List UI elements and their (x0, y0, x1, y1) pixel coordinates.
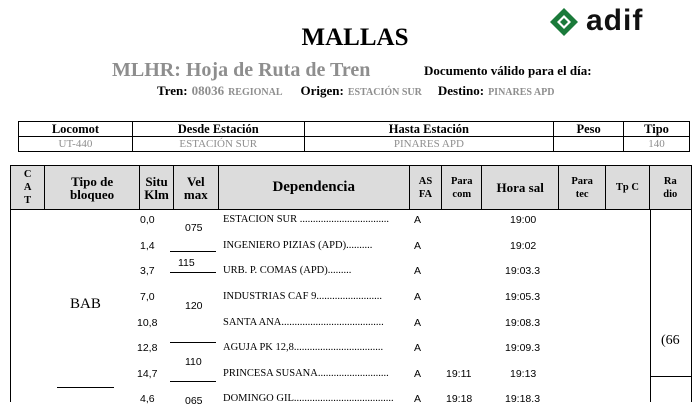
origen-label: Origen: (300, 83, 344, 98)
speed-value: 075 (185, 222, 203, 234)
speed-divider (170, 342, 216, 343)
row-hora-sal: 19:13 (510, 368, 537, 380)
col-vel: Vel max (174, 166, 218, 210)
row-km: 0,0 (140, 214, 155, 226)
destino-label: Destino: (437, 83, 485, 98)
tren-label: Tren: (157, 83, 188, 98)
summary-value-tipo: 140 (624, 137, 690, 152)
col-tipo-bloqueo: Tipo de bloqueo (45, 166, 140, 210)
train-info-line (157, 82, 554, 100)
speed-value: 120 (185, 300, 203, 312)
speed-value: 110 (185, 356, 202, 368)
row-dependencia: URB. P. COMAS (APD)......... (223, 265, 352, 276)
col-dependencia: Dependencia (218, 166, 409, 210)
row-hora-sal: 19:02 (510, 240, 537, 252)
row-km: 10,8 (137, 317, 158, 329)
col-cat: C A T (11, 166, 45, 210)
summary-value-row (19, 137, 690, 152)
row-asfa: A (414, 291, 422, 303)
row-asfa: A (414, 317, 422, 329)
summary-header-desde: Desde Estación (132, 122, 304, 137)
col-situ: Situ Klm (139, 166, 173, 210)
row-para-com: 19:11 (446, 368, 472, 380)
summary-value-locomot: UT-440 (19, 137, 133, 152)
row-km: 1,4 (140, 240, 155, 252)
route-table-header (10, 165, 692, 210)
col-hora-sal: Hora sal (482, 166, 559, 210)
destino-value: PINARES APD (488, 87, 555, 98)
tren-type: REGIONAL (228, 87, 283, 98)
page-title: MALLAS (301, 24, 409, 51)
radio-cell-divider (650, 376, 692, 377)
validity-label: Documento válido para el día: (424, 63, 592, 78)
block-type: BAB (70, 296, 101, 312)
row-dependencia: INDUSTRIAS CAF 9......................... (223, 291, 382, 302)
col-asfa: AS FA (409, 166, 441, 210)
radio-value: (66 (661, 333, 680, 348)
row-km: 12,8 (137, 342, 158, 354)
speed-value: 115 (178, 257, 195, 269)
col-para-tec: Para tec (558, 166, 605, 210)
speed-divider (170, 272, 216, 273)
body-border-right (691, 210, 692, 402)
block-type-divider (57, 387, 114, 388)
speed-divider (170, 251, 216, 252)
summary-value-peso (554, 137, 624, 152)
summary-header-hasta: Hasta Estación (304, 122, 554, 137)
col-radio: Ra dio (649, 166, 691, 210)
row-para-com: 19:18 (446, 393, 473, 405)
row-dependencia: DOMINGO GIL...................................... (223, 393, 394, 404)
row-km: 7,0 (140, 291, 155, 303)
row-asfa: A (414, 240, 422, 252)
row-dependencia: INGENIERO PIZIAS (APD).......... (223, 240, 373, 251)
row-asfa: A (414, 368, 422, 380)
summary-header-row (19, 122, 690, 137)
row-asfa: A (414, 265, 422, 277)
row-hora-sal: 19:05.3 (505, 291, 541, 303)
col-para-com: Para com (442, 166, 482, 210)
body-border-left (10, 210, 11, 402)
summary-header-locomot: Locomot (19, 122, 133, 137)
row-asfa: A (414, 342, 422, 354)
speed-divider (170, 381, 216, 382)
summary-value-hasta: PINARES APD (304, 137, 554, 152)
row-dependencia: SANTA ANA....................................... (223, 317, 384, 328)
col-tpc: Tp C (606, 166, 649, 210)
row-hora-sal: 19:03.3 (505, 265, 541, 277)
row-asfa: A (414, 393, 422, 405)
summary-value-desde: ESTACIÓN SUR (132, 137, 304, 152)
row-asfa: A (414, 214, 422, 226)
origen-value: ESTACIÓN SUR (347, 87, 422, 98)
row-dependencia: ESTACIÓN SUR .................................. (223, 214, 390, 225)
row-km: 4,6 (140, 393, 155, 405)
row-km: 3,7 (140, 265, 155, 277)
summary-header-tipo: Tipo (624, 122, 690, 137)
row-hora-sal: 19:08.3 (505, 317, 541, 329)
page-subtitle: MLHR: Hoja de Ruta de Tren (112, 59, 371, 81)
row-dependencia: AGUJA PK 12,8.................................. (223, 342, 384, 353)
adif-brand-text: adif (586, 4, 644, 37)
tren-value: 08036 (191, 83, 225, 98)
row-km: 14,7 (137, 368, 158, 380)
row-dependencia: PRINCESA SUSANA........................... (223, 368, 389, 379)
row-hora-sal: 19:18.3 (505, 393, 541, 405)
body-border-radio (650, 210, 651, 402)
summary-header-peso: Peso (554, 122, 624, 137)
summary-table (18, 121, 690, 152)
speed-value: 065 (185, 395, 203, 407)
row-hora-sal: 19:09.3 (505, 342, 541, 354)
row-hora-sal: 19:00 (510, 214, 537, 226)
